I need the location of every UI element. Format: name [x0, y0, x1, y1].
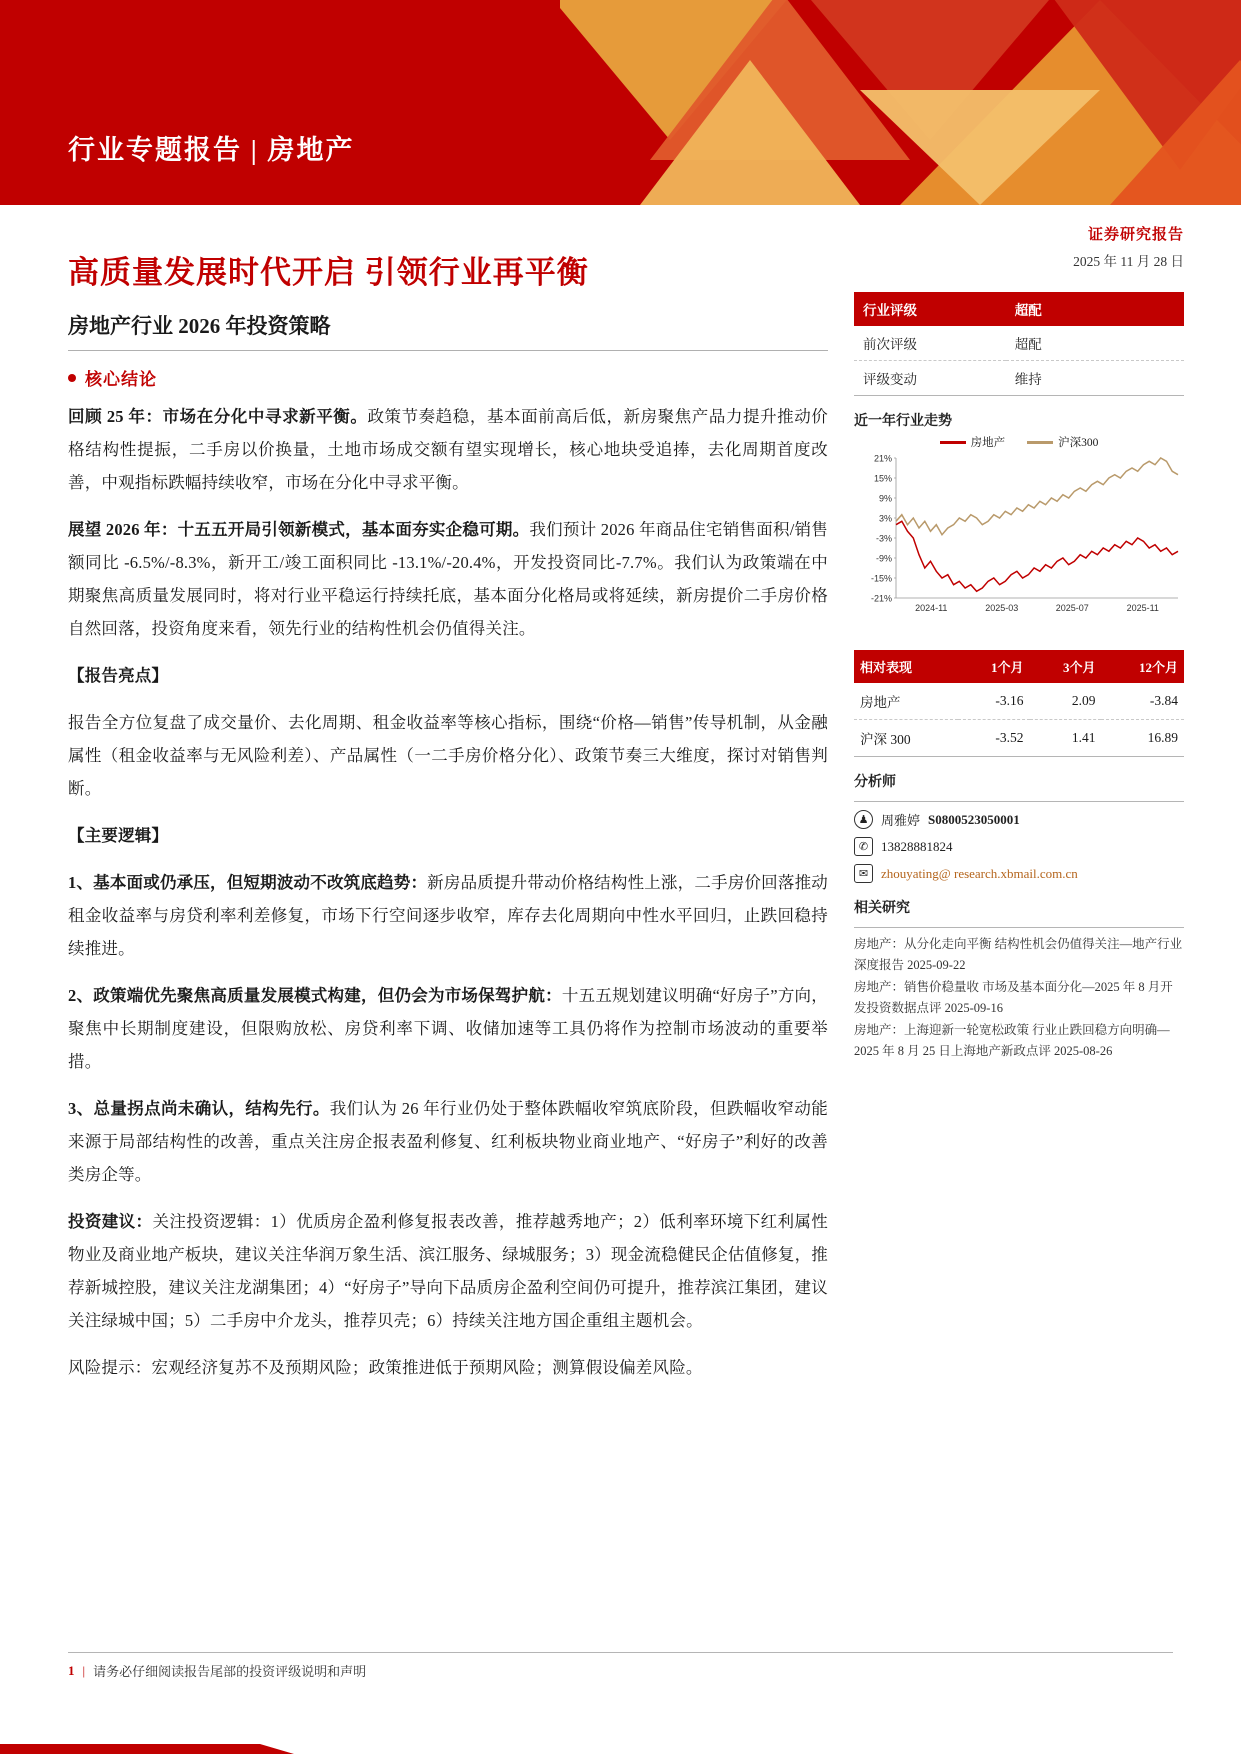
- page-subtitle: 房地产行业 2026 年投资策略: [68, 310, 828, 351]
- risk-paragraph: [68, 1351, 828, 1384]
- highlights-label: 【报告亮点】: [68, 666, 169, 685]
- report-date: 2025 年 11 月 28 日: [1073, 254, 1184, 269]
- perf-cell: -3.84: [1101, 683, 1184, 720]
- banner-shape-pale-gold: [860, 90, 1100, 205]
- svg-text:2025-03: 2025-03: [985, 603, 1019, 613]
- paragraph-text: 我们认为 26 年行业仍处于整体跌幅收窄筑底阶段，但跌幅收窄动能来源于局部结构性的改善，重点关注房企报表盈利修复、红利板块物业商业地产、“好房子”利好的改善类房企等。: [68, 1099, 829, 1184]
- svg-text:3%: 3%: [878, 513, 892, 524]
- rating-table: [854, 292, 1184, 396]
- page-title: 高质量发展时代开启 引领行业再平衡: [68, 255, 589, 290]
- footer: [68, 1652, 1173, 1680]
- banner-shape-deep-orange: [1110, 60, 1241, 205]
- section-heading-highlights: [68, 659, 828, 692]
- paragraph-lead: 2、政策端优先聚焦高质量发展模式构建，但仍会为市场保驾护航：: [68, 986, 562, 1005]
- banner-left-block: [0, 0, 560, 205]
- page-number: 1: [68, 1662, 75, 1678]
- svg-text:15%: 15%: [873, 473, 892, 484]
- rating-header-value: 超配: [1006, 292, 1184, 326]
- paragraph-text: 风险提示：宏观经济复苏不及预期风险；政策推进低于预期风险；测算假设偏差风险。: [68, 1358, 703, 1377]
- list-item[interactable]: 房地产：上海迎新一轮宽松政策 行业止跌回稳方向明确—2025 年 8 月 25 日上海地产新政点评 2025-08-26: [854, 1023, 1170, 1058]
- table-row: [854, 361, 1184, 396]
- footer-separator: |: [82, 1662, 86, 1678]
- table-header-row: [854, 650, 1184, 683]
- core-conclusion-heading: [68, 365, 828, 390]
- divider: [854, 927, 1184, 928]
- bullet-dot-icon: [68, 374, 76, 382]
- paragraph-lead: 1、基本面或仍承压，但短期波动不改筑底趋势：: [68, 873, 428, 892]
- section-heading-logic: [68, 819, 828, 852]
- perf-header-2: 3个月: [1030, 650, 1102, 683]
- analyst-phone-row: [854, 837, 1184, 856]
- perf-cell: -3.16: [958, 683, 1030, 720]
- paragraph-text: 十五五规划建议明确“好房子”方向，聚焦中长期制度建设，但限购放松、房贷利率下调、收储加速等工具仍将作为控制市场波动的重要举措。: [68, 986, 828, 1071]
- svg-text:-9%: -9%: [875, 553, 892, 564]
- legend-item-real-estate: [940, 434, 1006, 450]
- svg-text:-15%: -15%: [870, 573, 892, 584]
- legend-swatch-red: [940, 441, 966, 444]
- svg-text:-21%: -21%: [870, 593, 892, 604]
- paragraph-text: 关注投资逻辑：1）优质房企盈利修复报表改善，推荐越秀地产；2）低利率环境下红利属性物业及商业地产板块，建议关注华润万象生活、滨江服务、绿城服务；3）现金流稳健民企估值修复，推荐新城控股，建议关注龙湖集团；4）“好房子”导向下品质房企盈利空间仍可提升，推荐滨江集团，建议关注绿城中国；5）二手房中介龙头，推荐贝壳；6）持续关注地方国企重组主题机会。: [68, 1212, 829, 1330]
- list-item[interactable]: 房地产：销售价稳量收 市场及基本面分化—2025 年 8 月开发投资数据点评 2025-09-16: [854, 980, 1173, 1015]
- logic-label: 【主要逻辑】: [68, 826, 169, 845]
- analyst-email[interactable]: zhouyating@ research.xbmail.com.cn: [881, 865, 1078, 881]
- table-row: [854, 326, 1184, 361]
- sidebar: [854, 205, 1184, 1398]
- perf-row-label: 房地产: [854, 683, 958, 720]
- perf-header-0: 相对表现: [854, 650, 958, 683]
- rating-row-value: 维持: [1006, 361, 1184, 396]
- footer-decoration: [0, 1720, 1241, 1754]
- paragraph-lead: 3、总量拐点尚未确认，结构先行。: [68, 1099, 330, 1118]
- table-row: [854, 683, 1184, 720]
- svg-text:2025-11: 2025-11: [1126, 603, 1159, 613]
- banner-title: 行业专题报告 | 房地产: [68, 135, 355, 165]
- paragraph: [68, 400, 828, 499]
- paragraph-text: 报告全方位复盘了成交量价、去化周期、租金收益率等核心指标，围绕“价格—销售”传导机制，从金融属性（租金收益率与无风险利差）、产品属性（一二手房价格分化）、政策节奏三大维度，探讨对销售判断。: [68, 713, 828, 798]
- footer-bar: [0, 1744, 260, 1754]
- paragraph: [68, 513, 828, 645]
- perf-cell: 1.41: [1030, 720, 1102, 757]
- divider: [854, 801, 1184, 802]
- legend-label: 沪深300: [1058, 437, 1099, 449]
- perf-cell: 16.89: [1101, 720, 1184, 757]
- paragraph: [68, 706, 828, 805]
- svg-text:-3%: -3%: [875, 533, 892, 544]
- perf-cell: 2.09: [1030, 683, 1102, 720]
- core-conclusion-label: 核心结论: [85, 370, 157, 389]
- header-banner: [0, 0, 1241, 205]
- perf-header-3: 12个月: [1101, 650, 1184, 683]
- paragraph-lead: 回顾 25 年：市场在分化中寻求新平衡。: [68, 407, 368, 426]
- perf-header-1: 1个月: [958, 650, 1030, 683]
- trend-chart-label: 近一年行业走势: [854, 414, 952, 429]
- svg-text:21%: 21%: [873, 453, 892, 464]
- page-body: [0, 205, 1241, 1398]
- rating-row-value: 超配: [1006, 326, 1184, 361]
- performance-table: [854, 650, 1184, 757]
- rating-row-label: 前次评级: [854, 326, 1006, 361]
- footer-bar-triangle: [260, 1744, 294, 1754]
- svg-text:2024-11: 2024-11: [915, 603, 948, 613]
- legend-item-csi300: [1027, 434, 1098, 450]
- paragraph-lead: 展望 2026 年：十五五开局引领新模式，基本面夯实企稳可期。: [68, 520, 530, 539]
- perf-row-label: 沪深 300: [854, 720, 958, 757]
- legend-label: 房地产: [970, 437, 1006, 449]
- footer-note: 请务必仔细阅读报告尾部的投资评级说明和声明: [93, 1664, 367, 1679]
- analyst-name: 周雅婷: [881, 813, 921, 828]
- table-header-row: [854, 292, 1184, 326]
- person-icon: ♟: [854, 810, 873, 829]
- report-kind-label: 证券研究报告: [1087, 227, 1184, 243]
- analyst-phone: 13828881824: [881, 838, 953, 854]
- analyst-section-label: 分析师: [854, 775, 896, 790]
- related-research-list: [854, 934, 1184, 1062]
- paragraph-text: 我们预计 2026 年商品住宅销售面积/销售额同比 -6.5%/-8.3%，新开工/竣工面积同比 -13.1%/-20.4%，开发投资同比-7.7%。我们认为政策端在中期聚焦高质量发展同时，将对行业平稳运行持续托底，基本面分化格局或将延续，新房提价二手房价格自然回落，投资角度来看，领先行业的结构性机会仍值得关注。: [68, 520, 829, 638]
- main-column: [68, 205, 828, 1398]
- paragraph: [68, 1205, 828, 1337]
- mail-icon: ✉: [854, 864, 873, 883]
- legend-swatch-gold: [1027, 441, 1053, 444]
- paragraph: [68, 979, 828, 1078]
- svg-text:9%: 9%: [878, 493, 892, 504]
- paragraph-text: 政策节奏趋稳，基本面前高后低，新房聚焦产品力提升推动价格结构性提振，二手房以价换量，土地市场成交额有望实现增长，核心地块受追捧，去化周期首度改善，中观指标跌幅持续收窄，市场在分化中寻求平衡。: [68, 407, 828, 492]
- analyst-license-code: S0800523050001: [928, 811, 1020, 827]
- perf-cell: -3.52: [958, 720, 1030, 757]
- paragraph-text: 新房品质提升带动价格结构性上涨，二手房价回落推动租金收益率与房贷利率利差修复，市场下行空间逐步收窄，库存去化周期向中性水平回归，止跌回稳持续推进。: [68, 873, 828, 958]
- svg-text:2025-07: 2025-07: [1055, 603, 1089, 613]
- related-research-label: 相关研究: [854, 901, 910, 916]
- chart-canvas: [854, 452, 1184, 620]
- banner-shape-light-gold: [640, 60, 860, 205]
- analyst-email-row[interactable]: [854, 864, 1184, 883]
- rating-header-label: 行业评级: [854, 292, 1006, 326]
- paragraph: [68, 866, 828, 965]
- list-item[interactable]: 房地产：从分化走向平衡 结构性机会仍值得关注—地产行业深度报告 2025-09-22: [854, 937, 1183, 972]
- rating-row-label: 评级变动: [854, 361, 1006, 396]
- phone-icon: ✆: [854, 837, 873, 856]
- chart-legend: [854, 434, 1184, 450]
- analyst-name-row: [854, 810, 1184, 829]
- paragraph: [68, 1092, 828, 1191]
- table-row: [854, 720, 1184, 757]
- paragraph-lead: 投资建议：: [68, 1212, 153, 1231]
- trend-chart: [854, 434, 1184, 634]
